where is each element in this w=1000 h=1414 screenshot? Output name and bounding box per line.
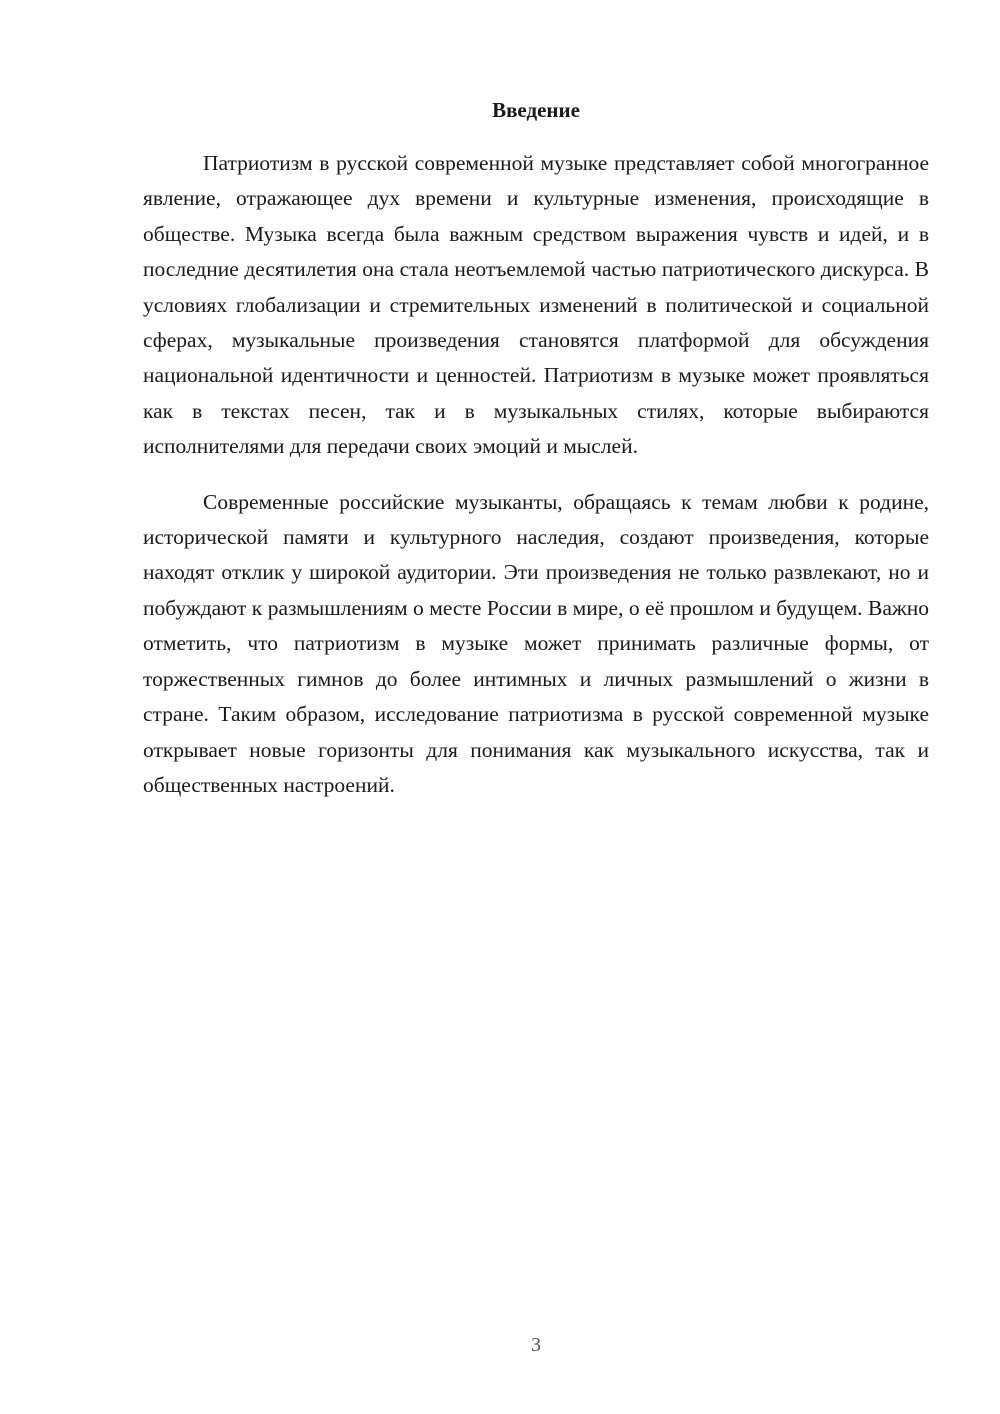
paragraph-2: Современные российские музыканты, обращаясь к темам любви к родине, исторической памяти и культурного наследия, создают произведения, которые находят отклик у широкой аудитории. Эти произведения не только развлекают, но и побуждают к размышлениям о месте России в мире, о её прошлом и будущем. Важно отметить, что патриотизм в музыке может принимать различные формы, от торжественных гимнов до более интимных и личных размышлений о жизни в стране. Таким образом, исследование патриотизма в русской современной музыке открывает новые горизонты для понимания как музыкального искусства, так и общественных настроений.	[143, 489, 929, 797]
section-heading: Введение	[492, 98, 580, 122]
paragraph-1: Патриотизм в русской современной музыке представляет собой многогранное явление, отражающее дух времени и культурные изменения, происходящие в обществе. Музыка всегда была важным средством выражения чувств и идей, и в последние десятилетия она стала неотъемлемой частью патриотического дискурса. В условиях глобализации и стремительных изменений в политической и социальной сферах, музыкальные произведения становятся платформой для обсуждения национальной идентичности и ценностей. Патриотизм в музыке может проявляться как в текстах песен, так и в музыкальных стилях, которые выбираются исполнителями для передачи своих эмоций и мыслей.	[143, 151, 929, 459]
page-number: 3	[531, 1334, 541, 1356]
page-content	[143, 96, 929, 823]
